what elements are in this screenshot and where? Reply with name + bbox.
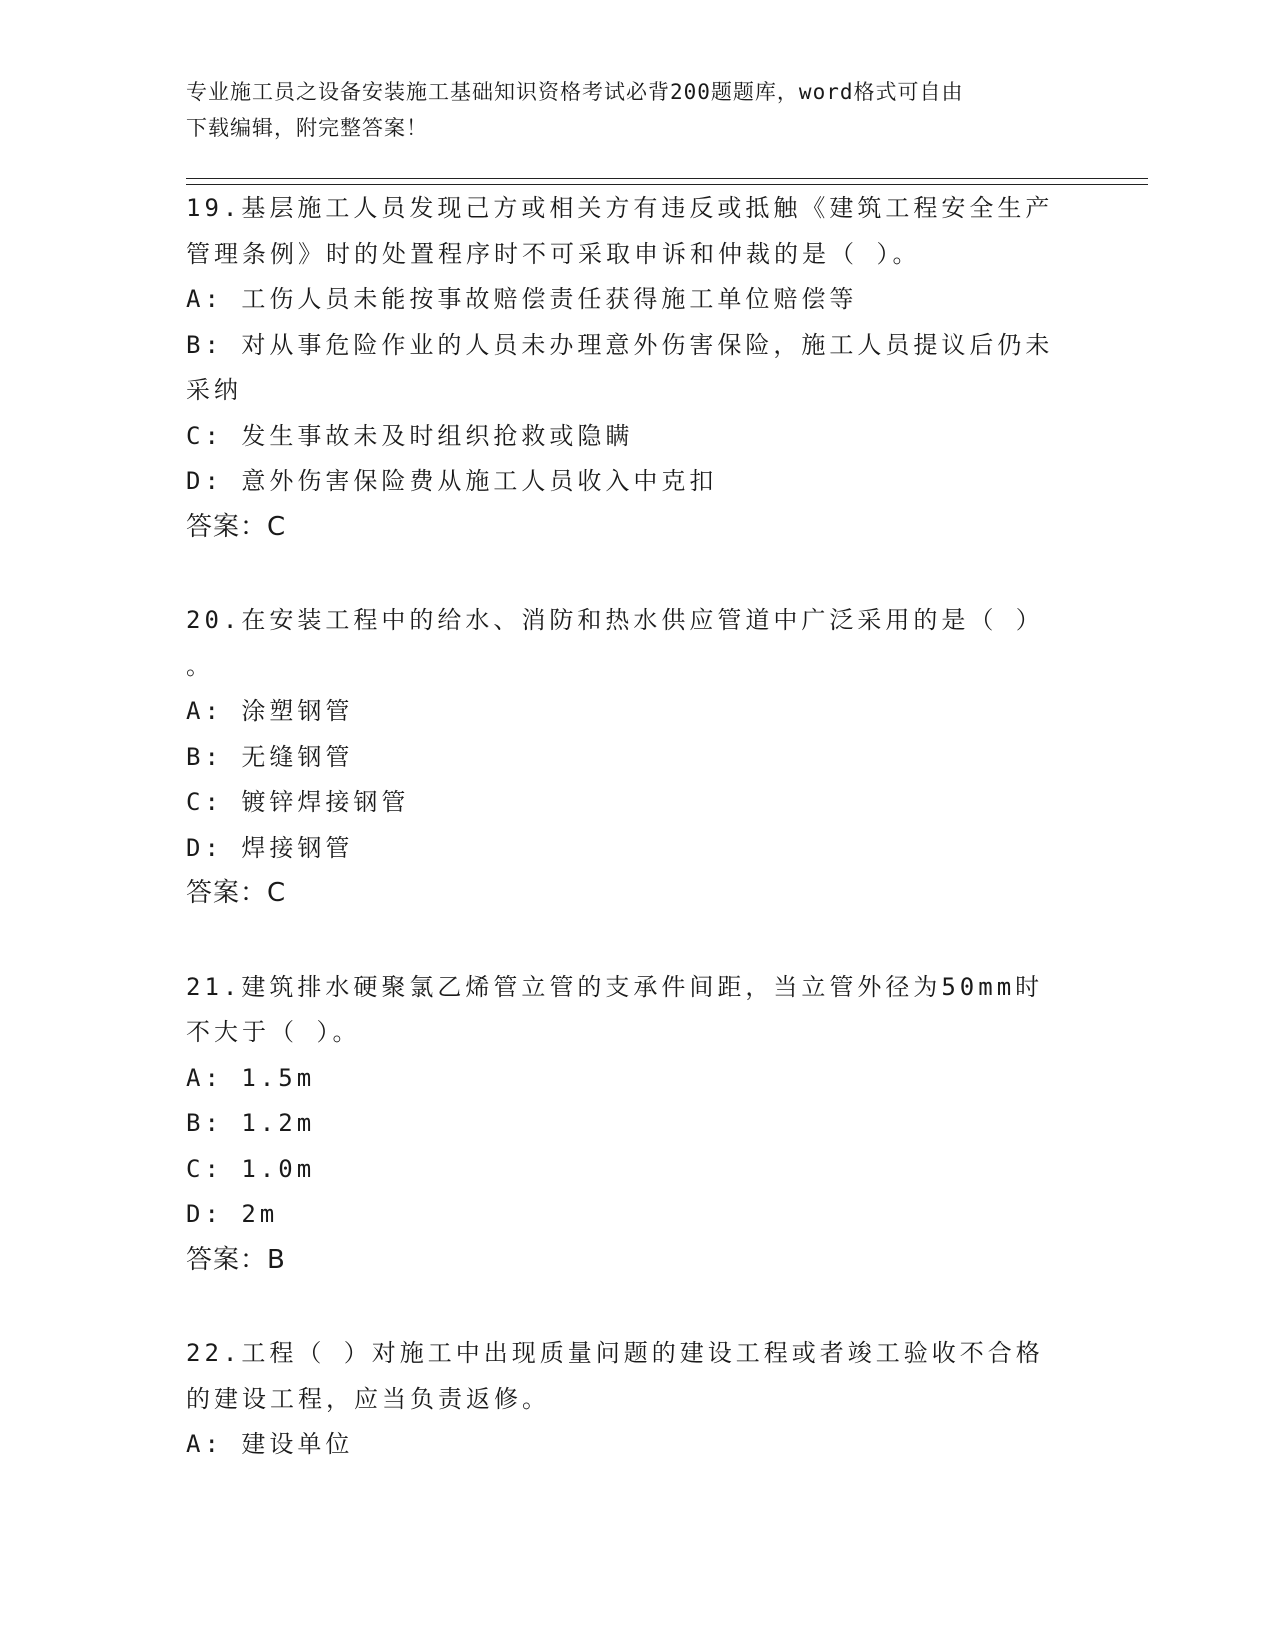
question-20 [186,598,1086,917]
option-a: A: 涂塑钢管 [186,697,354,725]
question-stem-line: 20.在安装工程中的给水、消防和热水供应管道中广泛采用的是（ ） [186,606,1044,634]
option-b: B: 对从事危险作业的人员未办理意外伤害保险，施工人员提议后仍未 [186,330,1054,359]
document-header [186,74,1066,146]
question-stem-line: 的建设工程，应当负责返修。 [186,1384,550,1413]
option-d: D: 2m [186,1200,279,1228]
answer-line: 答案：C [186,878,287,908]
question-stem-line: 19.基层施工人员发现己方或相关方有违反或抵触《建筑工程安全生产 [186,194,1054,222]
option-b: B: 无缝钢管 [186,742,354,771]
option-c: C: 发生事故未及时组织抢救或隐瞒 [186,421,634,450]
option-d: D: 焊接钢管 [186,833,354,862]
question-21 [186,965,1086,1284]
answer-line: 答案：B [186,1244,286,1275]
question-list [186,186,1086,1516]
question-stem-line: 21.建筑排水硬聚氯乙烯管立管的支承件间距，当立管外径为50mm时 [186,972,1044,1001]
option-a: A: 建设单位 [186,1430,354,1458]
header-line-2: 下载编辑，附完整答案！ [186,116,428,140]
option-b-continued: 采纳 [186,376,242,404]
question-stem-line: 不大于（ ）。 [186,1018,361,1046]
header-line-1: 专业施工员之设备安装施工基础知识资格考试必背200题题库，word格式可自由 [186,80,964,104]
question-stem-line: 。 [186,651,214,680]
option-c: C: 镀锌焊接钢管 [186,788,410,816]
question-stem-line: 22.工程（ ）对施工中出现质量问题的建设工程或者竣工验收不合格 [186,1339,1044,1367]
option-b: B: 1.2m [186,1109,316,1137]
question-stem-line: 管理条例》时的处置程序时不可采取申诉和仲裁的是（ ）。 [186,239,921,268]
header-divider-top [186,178,1148,179]
option-c: C: 1.0m [186,1154,316,1183]
question-19 [186,186,1086,550]
question-22 [186,1331,1086,1468]
header-divider-bottom [186,184,1148,185]
option-d: D: 意外伤害保险费从施工人员收入中克扣 [186,467,718,495]
option-a: A: 工伤人员未能按事故赔偿责任获得施工单位赔偿等 [186,285,858,313]
option-a: A: 1.5m [186,1063,316,1092]
answer-line: 答案：C [186,511,287,542]
